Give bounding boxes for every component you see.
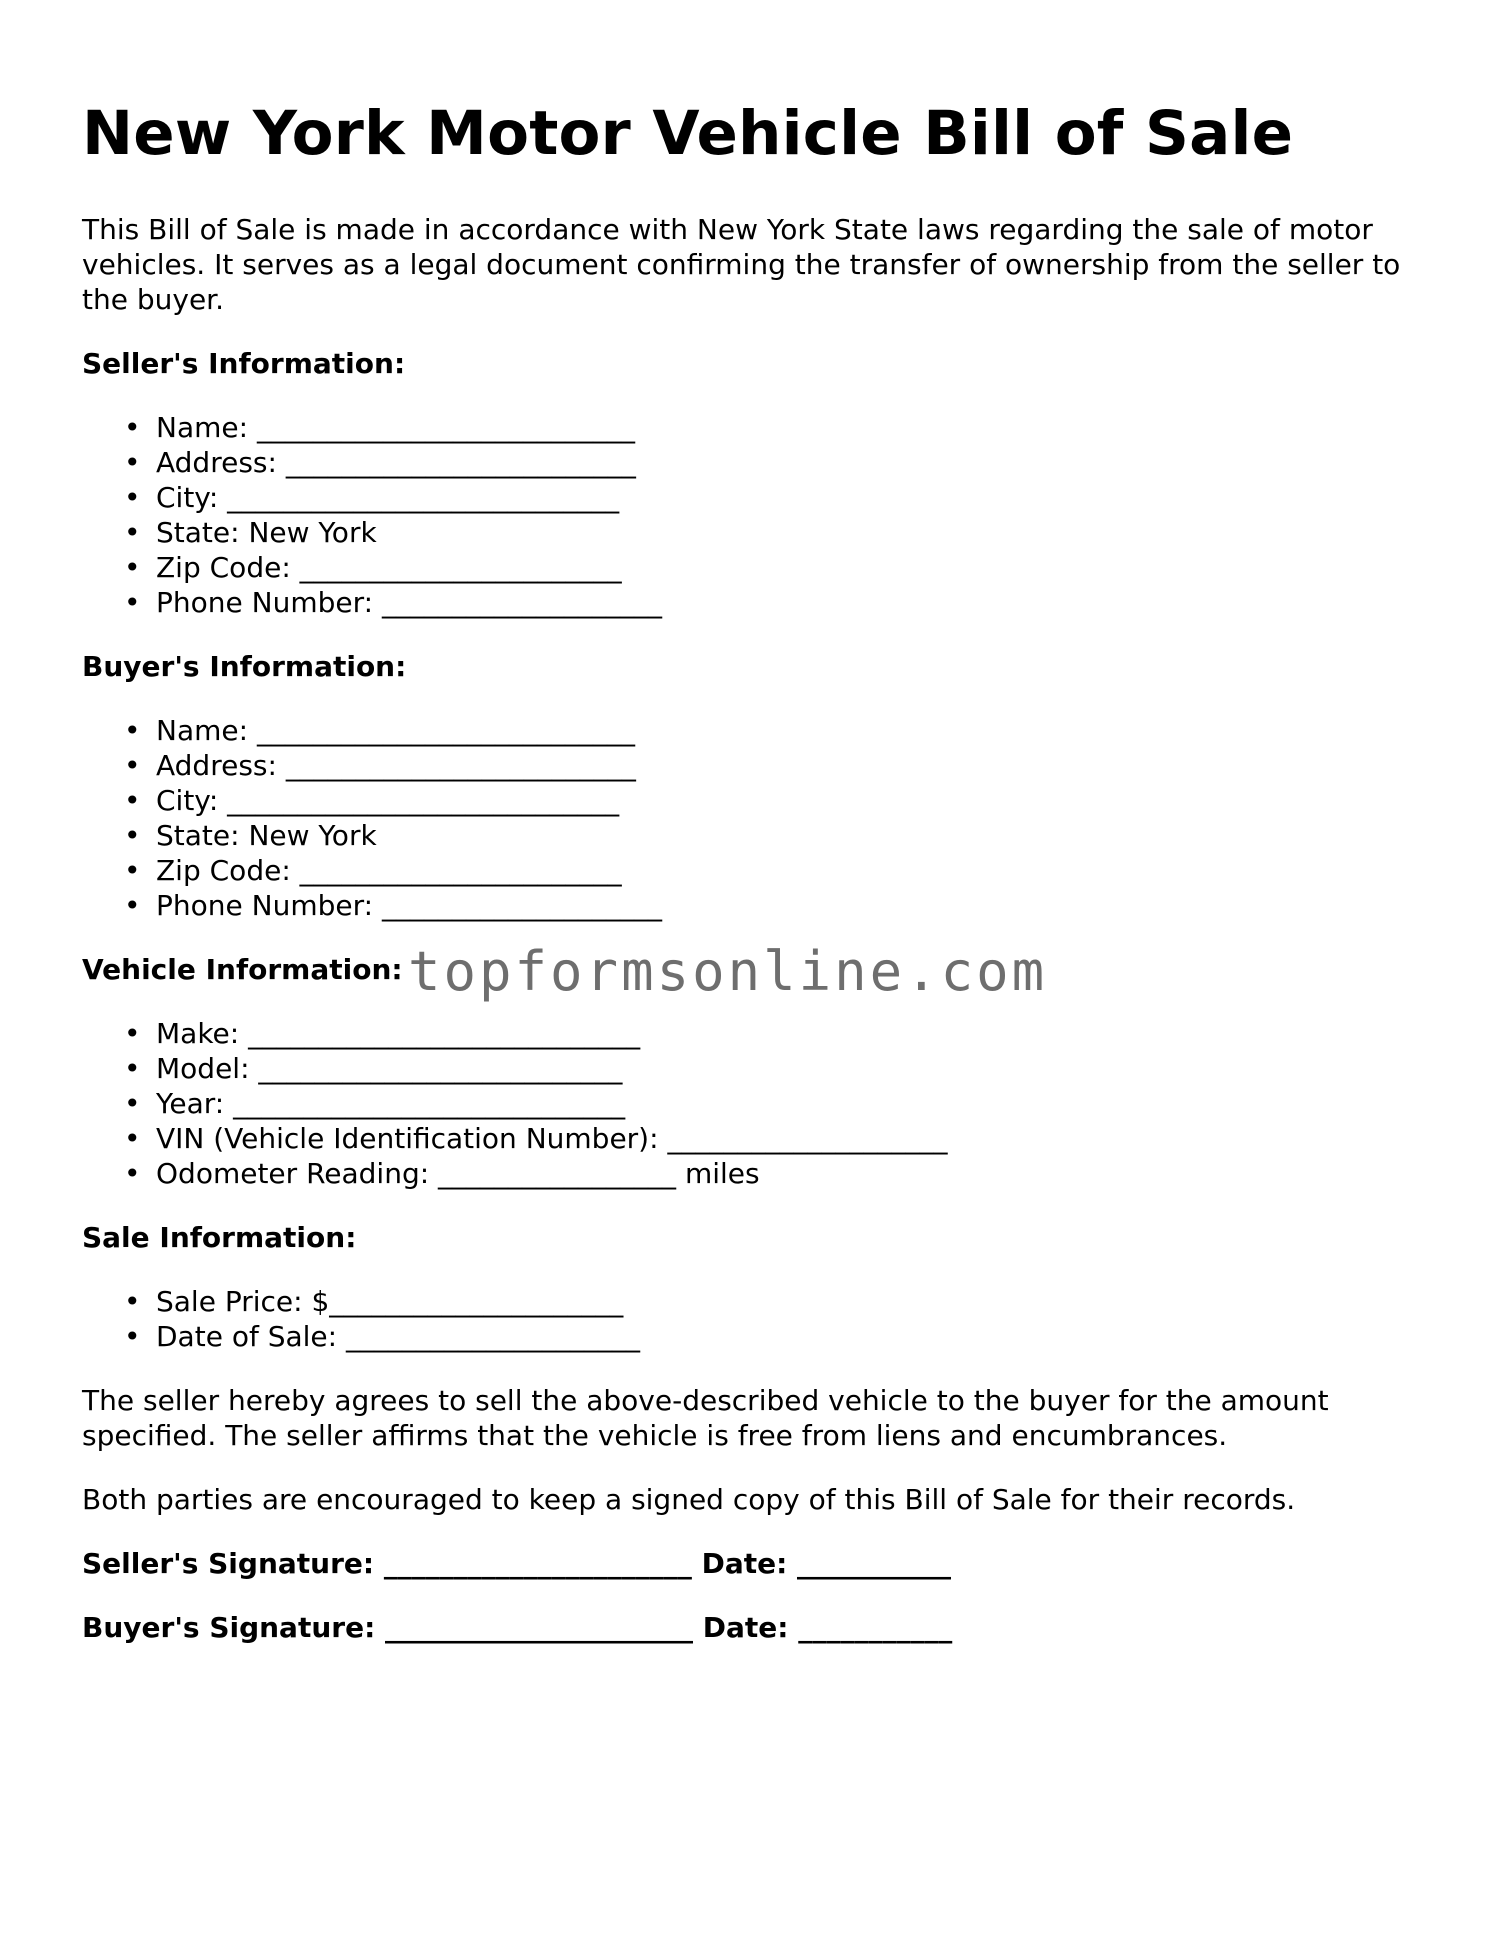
buyer-section-heading: Buyer's Information: (82, 650, 407, 683)
document-title: New York Motor Vehicle Bill of Sale (82, 98, 1294, 169)
list-item (82, 445, 1422, 480)
seller-name-field: Name: ___________________________ (156, 411, 635, 444)
bullet-icon: • (124, 1052, 141, 1085)
bullet-icon: • (124, 749, 141, 782)
list-item (82, 1086, 1422, 1121)
sale-price-field: Sale Price: $_____________________ (156, 1285, 624, 1318)
bullet-icon: • (124, 551, 141, 584)
bullet-icon: • (124, 784, 141, 817)
bullet-icon: • (124, 714, 141, 747)
vehicle-info-list (82, 1016, 1422, 1191)
vehicle-odometer-field: Odometer Reading: _________________ miles (156, 1157, 760, 1190)
intro-paragraph: This Bill of Sale is made in accordance with New York State laws regarding the sale of motor vehicles. It serves as a legal document confirming the transfer of ownership from the seller to the buyer. (82, 213, 1401, 316)
list-item (82, 713, 1422, 748)
bullet-icon: • (124, 819, 141, 852)
list-item (82, 1121, 1422, 1156)
buyer-name-field: Name: ___________________________ (156, 714, 635, 747)
document-page (82, 96, 1422, 1674)
list-item (82, 818, 1422, 853)
seller-phone-field: Phone Number: ____________________ (156, 586, 662, 619)
bullet-icon: • (124, 411, 141, 444)
list-item (82, 515, 1422, 550)
buyer-address-field: Address: _________________________ (156, 749, 636, 782)
bullet-icon: • (124, 1087, 141, 1120)
buyer-zip-field: Zip Code: _______________________ (156, 854, 622, 887)
list-item (82, 853, 1422, 888)
buyer-state-field: State: New York (156, 819, 377, 852)
bullet-icon: • (124, 446, 141, 479)
seller-state-field: State: New York (156, 516, 377, 549)
bullet-icon: • (124, 516, 141, 549)
bullet-icon: • (124, 1122, 141, 1155)
bullet-icon: • (124, 1157, 141, 1190)
seller-section-heading: Seller's Information: (82, 347, 406, 380)
bullet-icon: • (124, 1320, 141, 1353)
vehicle-section-heading: Vehicle Information: (82, 953, 403, 986)
list-item (82, 783, 1422, 818)
list-item (82, 1051, 1422, 1086)
bullet-icon: • (124, 854, 141, 887)
list-item (82, 888, 1422, 923)
agreement-paragraph: The seller hereby agrees to sell the above-described vehicle to the buyer for the amount specified. The seller affirms that the vehicle is free from liens and encumbrances. (82, 1384, 1329, 1452)
buyer-signature-line: Buyer's Signature: ______________________ Date: ___________ (82, 1611, 953, 1644)
seller-zip-field: Zip Code: _______________________ (156, 551, 622, 584)
bullet-icon: • (124, 481, 141, 514)
sale-section-heading: Sale Information: (82, 1221, 357, 1254)
watermark-text: topformsonline.com (408, 940, 1048, 1003)
bullet-icon: • (124, 889, 141, 922)
seller-info-list (82, 410, 1422, 620)
buyer-phone-field: Phone Number: ____________________ (156, 889, 662, 922)
vehicle-make-field: Make: ____________________________ (156, 1017, 641, 1050)
bullet-icon: • (124, 586, 141, 619)
list-item (82, 1156, 1422, 1191)
bullet-icon: • (124, 1285, 141, 1318)
list-item (82, 1016, 1422, 1051)
list-item (82, 585, 1422, 620)
vehicle-model-field: Model: __________________________ (156, 1052, 623, 1085)
list-item (82, 410, 1422, 445)
seller-signature-line: Seller's Signature: ______________________ Date: ___________ (82, 1547, 952, 1580)
list-item (82, 1284, 1422, 1319)
sale-date-field: Date of Sale: _____________________ (156, 1320, 640, 1353)
list-item (82, 748, 1422, 783)
records-note-paragraph: Both parties are encouraged to keep a signed copy of this Bill of Sale for their records. (82, 1483, 1296, 1516)
vehicle-year-field: Year: ____________________________ (156, 1087, 626, 1120)
buyer-info-list (82, 713, 1422, 923)
buyer-city-field: City: ____________________________ (156, 784, 620, 817)
list-item (82, 550, 1422, 585)
vehicle-vin-field: VIN (Vehicle Identification Number): ____________________ (156, 1122, 948, 1155)
list-item (82, 1319, 1422, 1354)
list-item (82, 480, 1422, 515)
seller-address-field: Address: _________________________ (156, 446, 636, 479)
seller-city-field: City: ____________________________ (156, 481, 620, 514)
bullet-icon: • (124, 1017, 141, 1050)
sale-info-list (82, 1284, 1422, 1354)
